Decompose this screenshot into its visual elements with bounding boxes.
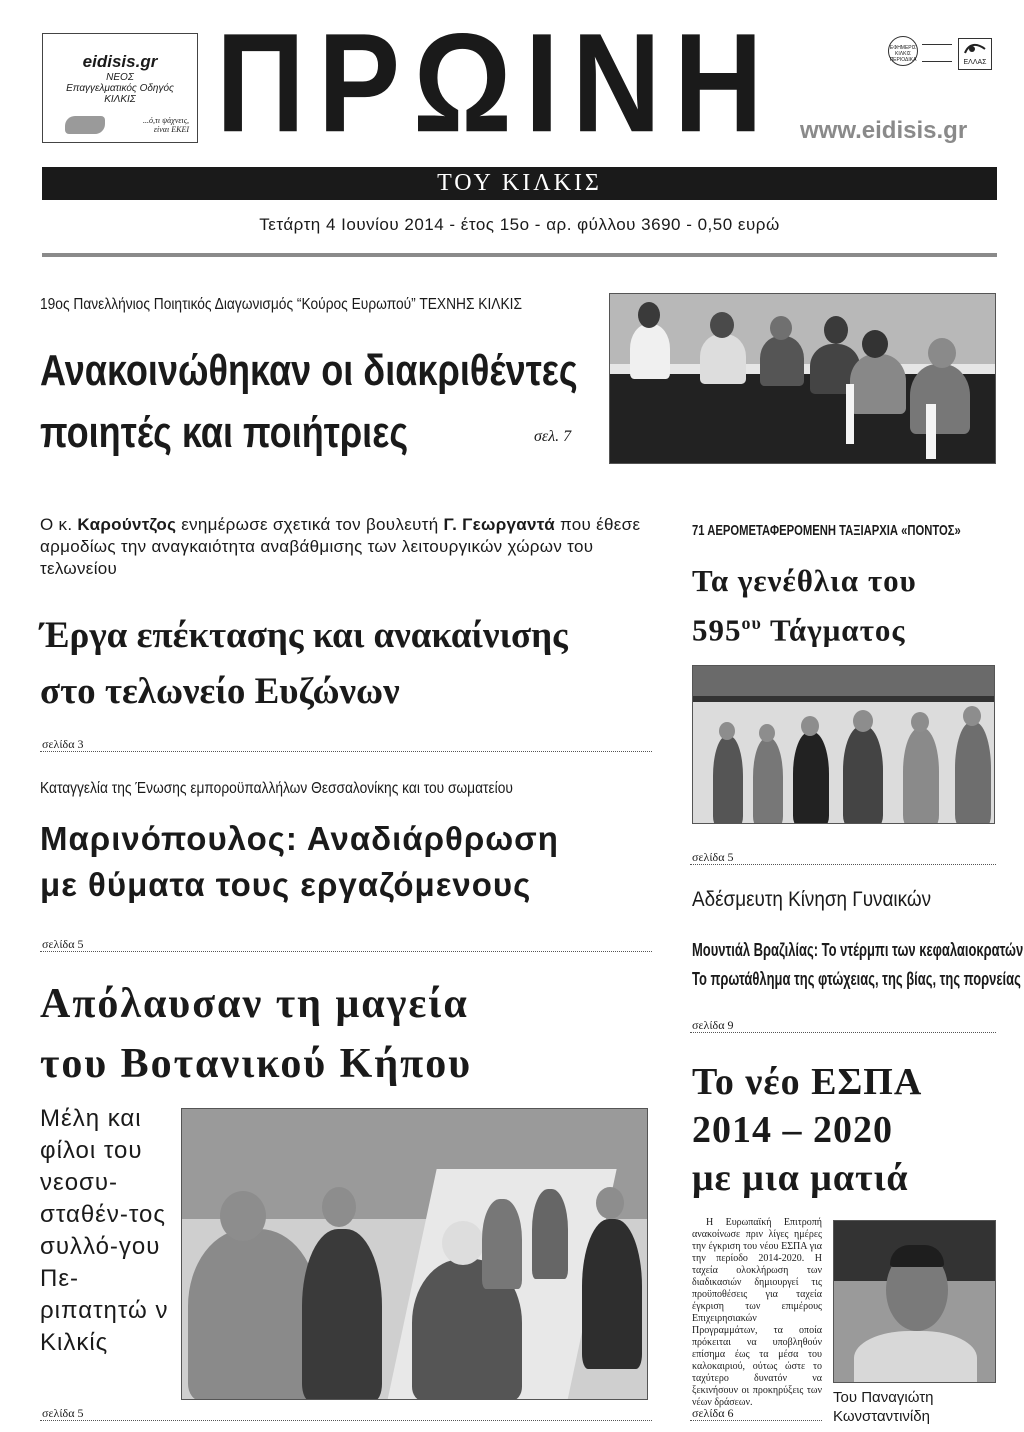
women-kicker: Αδέσμευτη Κίνηση Γυναικών	[692, 888, 932, 911]
brigade-ceremony-photo	[692, 665, 995, 824]
espa-headline[interactable]: Το νέο ΕΣΠΑ 2014 – 2020 με μια ματιά	[692, 1061, 923, 1199]
women-page-ref[interactable]: σελίδα 9	[692, 1018, 734, 1032]
poetry-page-ref[interactable]: σελ. 7	[534, 428, 572, 445]
ad-line: ΝΕΟΣ	[106, 72, 134, 83]
ad-slogan: ...ό,τι ψάχνεις, είναι ΕΚΕΙ	[143, 116, 189, 134]
botanical-walk-photo	[181, 1108, 648, 1400]
marinopoulos-page-ref[interactable]: σελίδα 5	[42, 937, 84, 951]
divider	[690, 1420, 822, 1421]
ad-line: Επαγγελματικός Οδηγός	[66, 83, 174, 94]
divider	[40, 1420, 652, 1421]
ad-box-eidisis[interactable]	[42, 33, 198, 143]
dateline: Τετάρτη 4 Ιουνίου 2014 - έτος 15ο - αρ. φύλλου 3690 - 0,50 ευρώ	[259, 215, 780, 234]
ad-line: ΚΙΛΚΙΣ	[104, 94, 136, 105]
ad-logo: eidisis.gr	[82, 52, 158, 71]
poetry-kicker: 19ος Πανελλήνιος Ποιητικός Διαγωνισμός “Κούρος Ευρωπού” ΤΕΧΝΗΣ ΚΙΛΚΙΣ	[40, 296, 523, 313]
customs-page-ref[interactable]: σελίδα 3	[42, 737, 84, 751]
brigade-page-ref[interactable]: σελίδα 5	[692, 850, 734, 864]
poetry-headline[interactable]: Ανακοινώθηκαν οι διακριθέντες ποιητές και ποιήτριες	[40, 346, 578, 457]
divider	[40, 951, 652, 952]
postmark-lines-icon	[922, 44, 952, 62]
divider	[40, 751, 652, 752]
botanical-page-ref[interactable]: σελίδα 5	[42, 1406, 84, 1420]
masthead-title: ΠΡΩΙΝΗ	[216, 5, 776, 162]
divider	[690, 1032, 996, 1033]
customs-headline[interactable]: Έργα επέκτασης και ανακαίνισης στο τελωνείο Ευζώνων	[40, 615, 568, 712]
marinopoulos-headline[interactable]: Μαρινόπουλος: Αναδιάρθρωση με θύματα τους εργαζόμενους	[40, 820, 559, 903]
botanical-headline[interactable]: Απόλαυσαν τη μαγεία του Βοτανικού Κήπου	[40, 981, 472, 1087]
women-headline[interactable]: Μουντιάλ Βραζιλίας: Το ντέρμπι των κεφαλαιοκρατών Το πρωτάθλημα της φτώχειας, της βίας, της πορνείας	[692, 940, 1024, 989]
brigade-kicker: 71 ΑΕΡΟΜΕΤΑΦΕΡΟΜΕΝΗ ΤΑΞΙΑΡΧΙΑ «ΠΟΝΤΟΣ»	[692, 522, 961, 539]
elta-post-logo-icon: ΕΛΛΑΣ	[958, 38, 992, 70]
marinopoulos-kicker: Καταγγελία της Ένωσης εμποροϋπαλλήλων Θεσσαλονίκης και του σωματείου	[40, 780, 513, 797]
author-caption: Του Παναγιώτη Κωνσταντινίδη	[833, 1389, 934, 1425]
handshake-icon	[65, 116, 105, 134]
brigade-headline[interactable]: Τα γενέθλια του $595^{o\upsilon}$ Τάγματος	[692, 563, 917, 648]
espa-body: Η Ευρωπαϊκή Επιτροπή ανακοίνωσε πριν λίγες ημέρες την έγκριση του νέου ΕΣΠΑ για την περίοδο 2014-2020. Η ταχεία ολοκλήρωση των διαδικασιών δημιουργεί τις προϋποθέσεις για ταχεία έγκριση των επιμέρους Επιχειρησιακών Προγραμμάτων, τα οποία πρόκειται να υποβληθούν επίσημα έως τα μέσα του καλοκαιριού, ούτως ώστε το ταχύτερο δυνατόν να ξεκινήσουν οι προκηρύξεις των νέων δράσεων.	[692, 1217, 822, 1408]
poetry-jury-photo	[609, 293, 996, 464]
divider	[690, 864, 996, 865]
website-url[interactable]: www.eidisis.gr	[800, 117, 968, 144]
ephemeris-stamp-icon: ΕΦΗΜΕΡΙΣ ΚΙΛΚΙΣ ΠΕΡΙΟΔΙΚΑ	[888, 36, 918, 66]
masthead-rule	[42, 253, 997, 257]
masthead-subtitle: ΤΟΥ ΚΙΛΚΙΣ	[42, 167, 997, 200]
author-portrait-photo	[833, 1220, 996, 1383]
espa-page-ref[interactable]: σελίδα 6	[692, 1406, 734, 1420]
customs-intro: Ο κ. Καρούντζος ενημέρωσε σχετικά τον βουλευτή Γ. Γεωργαντά που έθεσε αρμοδίως την αναγκαιότητα αναβάθμισης των λειτουργικών χώρων του τελωνείου	[40, 515, 641, 578]
botanical-caption: Μέλη και φίλοι του νεοσυ-σταθέν-τος συλλό-γου Πε-ριπατητώ ν Κιλκίς	[40, 1105, 169, 1356]
